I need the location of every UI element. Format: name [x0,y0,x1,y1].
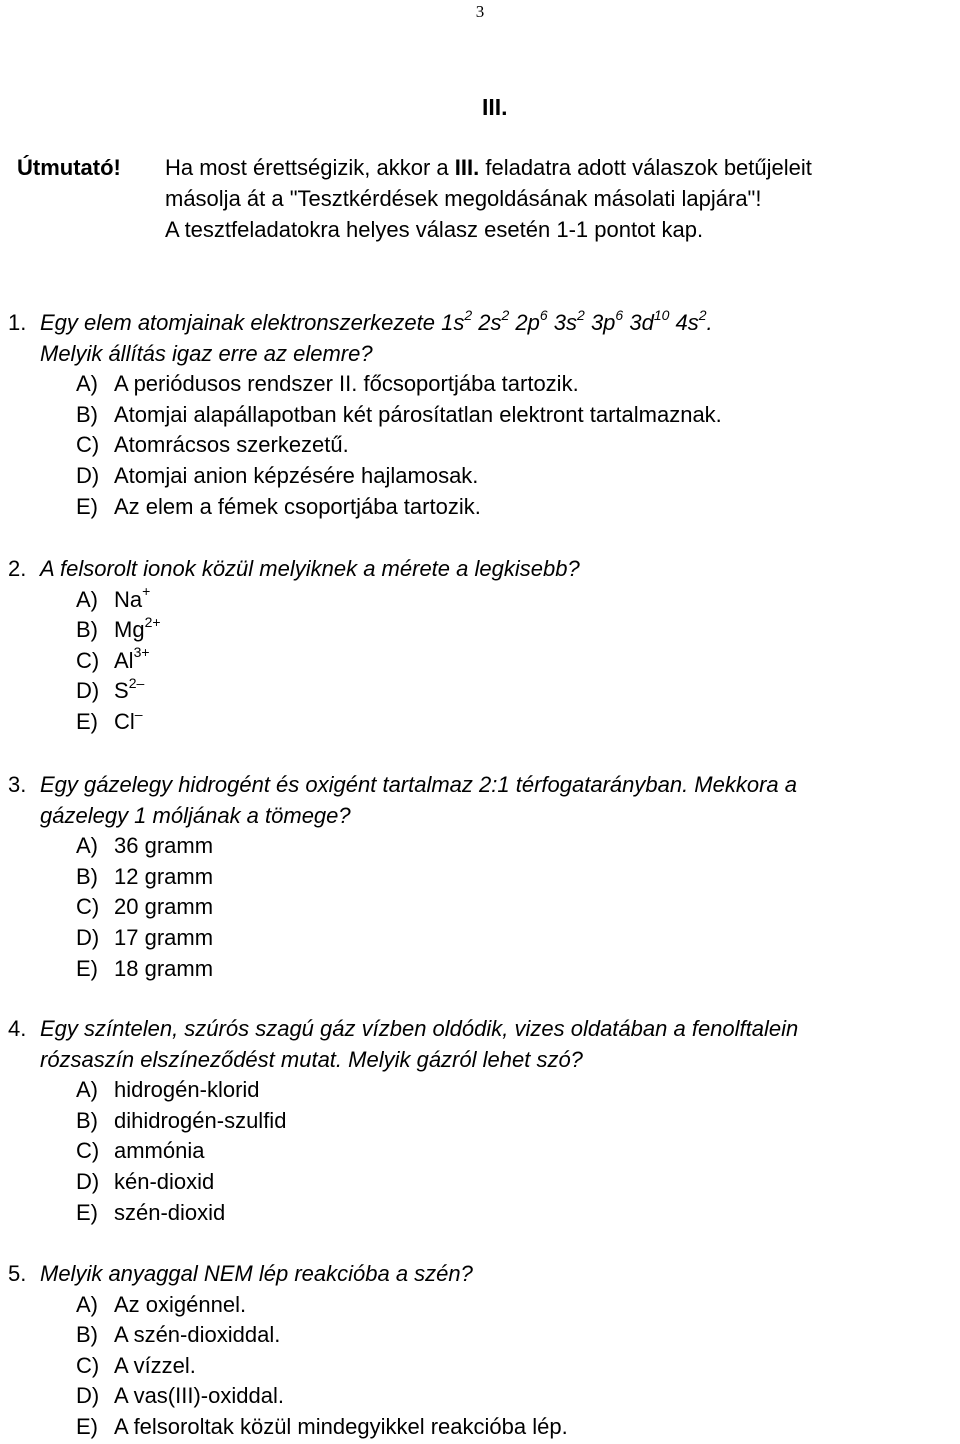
option-a: A) Az oxigénnel. [76,1291,247,1317]
question-3-stem: 3. Egy gázelegy hidrogént és oxigént tartalmaz 2:1 térfogatarányban. Mekkora a [8,770,797,801]
option-b: B) $Mg^{2+}$ [76,613,161,643]
question-1-stem-line-2: Melyik állítás igaz erre az elemre? [40,340,373,366]
option-d: D) kén-dioxid [76,1168,215,1194]
option-e: E) A felsoroltak közül mindegyikkel reakcióba lép. [76,1413,568,1439]
question-3 [8,770,797,984]
option-d: D) $S^{2-}$ [76,675,145,704]
option-c: C) Atomrácsos szerkezetű. [76,432,349,458]
instructions-label: Útmutató! [17,155,121,180]
option-d: D) 17 gramm [76,924,214,950]
option-b: B) Atomjai alapállapotban két párosítatlan elektront tartalmaznak. [76,401,722,427]
option-c: C) A vízzel. [76,1352,196,1378]
question-number: 4. [8,1016,27,1041]
question-2-stem: 2. A felsorolt ionok közül melyiknek a mérete a legkisebb? [8,554,580,585]
question-5-stem: 5. Melyik anyaggal NEM lép reakcióba a szén? [8,1259,568,1290]
option-e: E) Az elem a fémek csoportjába tartozik. [76,493,481,519]
option-b: B) 12 gramm [76,863,214,889]
question-1 [8,308,722,522]
option-c: C) 20 gramm [76,894,214,920]
option-a: A) A periódusos rendszer II. főcsoportjába tartozik. [76,371,579,397]
option-c: C) ammónia [76,1138,205,1164]
instructions-line-1: Ha most érettségizik, akkor a III. feladatra adott válaszok betűjeleit [165,155,812,180]
option-c: C) $Al^{3+}$ [76,644,150,673]
option-e: E) 18 gramm [76,955,214,981]
option-e: E) Cl– [76,705,143,734]
instructions-line-2: másolja át a "Tesztkérdések megoldásának másolati lapjára"! [165,186,762,211]
question-3-stem-line-2: gázelegy 1 móljának a tömege? [40,802,351,828]
question-1-stem: 1. Egy elem atomjainak elektronszerkezete $1s^2$ $2s^2$ $2p^6$ $3s^2$ $3p^6$ $3d^{10}$ $4s^2$. [8,308,722,339]
question-4 [8,1014,798,1228]
question-number: 2. [8,556,27,581]
question-number: 3. [8,772,27,797]
question-4-stem: 4. Egy színtelen, szúrós szagú gáz vízben oldódik, vizes oldatában a fenolftalein [8,1014,798,1045]
instructions-text [165,152,955,245]
option-d: D) Atomjai anion képzésére hajlamosak. [76,462,479,488]
option-a: A) Na+ [76,583,151,612]
option-b: B) A szén-dioxiddal. [76,1322,281,1348]
option-e: E) szén-dioxid [76,1199,226,1225]
option-b: B) dihidrogén-szulfid [76,1107,287,1133]
question-number: 1. [8,310,27,335]
option-a: A) 36 gramm [76,833,214,859]
question-5 [8,1259,568,1443]
page-number: 3 [475,2,485,21]
question-4-stem-line-2: rózsaszín elszíneződést mutat. Melyik gázról lehet szó? [40,1046,583,1072]
option-a: A) hidrogén-klorid [76,1077,260,1103]
question-2 [8,554,580,738]
option-d: D) A vas(III)-oxiddal. [76,1383,284,1409]
question-number: 5. [8,1261,27,1286]
instructions-line-3: A tesztfeladatokra helyes válasz esetén 1-1 pontot kap. [165,217,704,242]
section-title: III. [482,94,508,120]
